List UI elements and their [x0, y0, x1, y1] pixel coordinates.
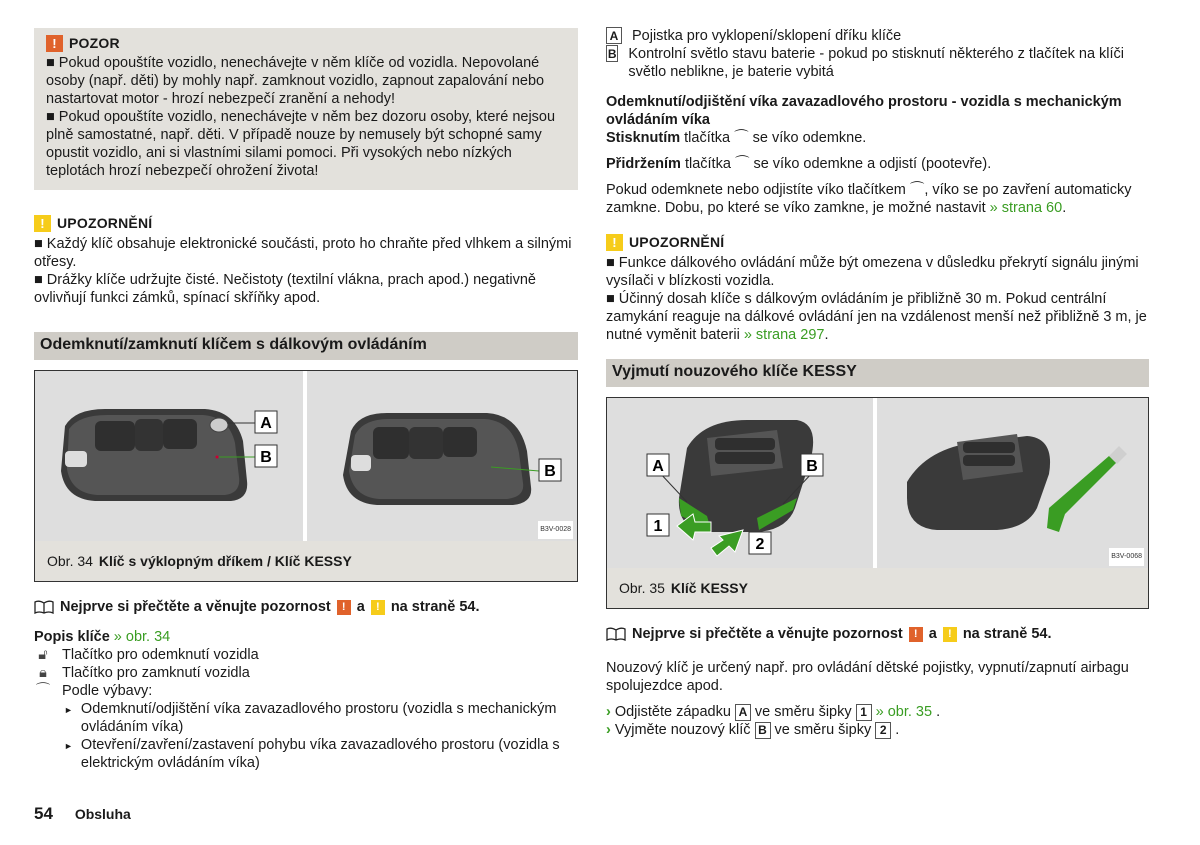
section-heading-emergency: Vyjmutí nouzového klíče KESSY	[606, 359, 1149, 387]
emergency-intro: Nouzový klíč je určený např. pro ovládání dětské pojistky, vypnutí/zapnutí airbagu spolujezdce apod.	[606, 660, 1129, 694]
legend-item-a	[606, 27, 1149, 45]
caution-paragraph-1: ■ Každý klíč obsahuje elektronické součásti, proto ho chraňte před vlhkem a silnými otřesy.	[34, 236, 572, 270]
trunk-hold-end: se víko odemkne a odjistí (pootevře).	[753, 156, 992, 172]
list-item	[34, 682, 578, 700]
page-297-link[interactable]: » strana 297	[743, 327, 825, 343]
caution-note	[34, 214, 578, 307]
fig34-label-a: A	[260, 415, 272, 432]
list-item	[34, 646, 578, 664]
car-trunk-icon: ⌒	[734, 130, 749, 146]
step2-mid: ve směru šipky	[774, 722, 872, 738]
book-icon	[34, 600, 54, 614]
car-trunk-icon: ⌒	[734, 156, 750, 172]
read-first-notice-2	[606, 625, 1149, 643]
trunk-auto-pre: Pokud odemknete nebo odjistíte víko tlačítkem	[606, 182, 906, 198]
warning-title	[46, 34, 566, 52]
figure-35-link[interactable]: » obr. 35	[875, 704, 933, 720]
list-item-text: Tlačítko pro odemknutí vozidla	[62, 647, 259, 663]
danger-icon: !	[337, 600, 351, 615]
warning-paragraph-2: ■ Pokud opouštíte vozidlo, nenechávejte v něm bez dozoru osoby, které nejsou plně samostatné, např. děti. V případě nouze by nemusely být schopné samy opustit vozidlo, ani si vlastními silami pomoci. Při vysokých nebo nízkých teplotách hrozí nebezpečí ohrožení života!	[46, 109, 556, 179]
step2-end: .	[895, 722, 900, 738]
figure-35	[606, 397, 1149, 609]
danger-icon: !	[909, 627, 923, 642]
step-1	[606, 703, 1149, 721]
read-first-notice-1	[34, 598, 578, 616]
figure-34-link[interactable]: » obr. 34	[113, 629, 171, 645]
car-trunk-icon: ⌒	[909, 182, 925, 198]
right-column	[606, 0, 1149, 739]
page-60-link[interactable]: » strana 60	[989, 200, 1063, 216]
fig35-label-b: B	[806, 458, 818, 475]
legend-item-b	[606, 45, 1149, 81]
lock-icon: 🔒︎	[39, 665, 47, 681]
caution-title	[34, 214, 578, 232]
caution2-text: ■ Účinný dosah klíče s dálkovým ovládáním je přibližně 30 m. Pokud centrální zamykání reaguje na dálkové ovládání jen na vzdálenost menší než přibližně 3 m, je nutné vyměnit baterii	[606, 291, 1147, 343]
sub-list-item	[34, 736, 578, 772]
trunk-auto-post: , víko se po zavření automaticky zamkne. Dobu, po které se víko zamkne, je možné nastavit	[606, 182, 1132, 216]
legend-label-b: B	[607, 46, 617, 61]
figure-34-title: Klíč s výklopným dříkem / Klíč KESSY	[98, 553, 352, 569]
step2-arrow-number: 2	[875, 722, 891, 739]
car-trunk-icon: ⌒	[35, 683, 51, 699]
kessy-release-illustration	[607, 398, 873, 568]
read-first-text: Nejprve si přečtěte a věnujte pozornost	[632, 626, 903, 642]
legend	[606, 27, 1149, 81]
chevron-right-icon: ›	[606, 722, 611, 738]
kessy-key-removed-image	[877, 398, 1148, 568]
fig35-label-a: A	[652, 458, 664, 475]
step1-text: Odjistěte západku	[614, 704, 731, 720]
legend-text-b: Kontrolní světlo stavu baterie - pokud po stisknutí některého z tlačítek na klíči světlo neblikne, je baterie vybitá	[628, 46, 1125, 80]
step-2	[606, 721, 1149, 739]
fig35-label-1: 1	[653, 518, 663, 535]
chevron-right-icon: ›	[606, 704, 611, 720]
trunk-auto-end: .	[1062, 200, 1067, 216]
list-item-text: Podle výbavy:	[62, 683, 153, 699]
step1-mid: ve směru šipky	[754, 704, 852, 720]
trunk-press	[606, 129, 1149, 147]
unlock-icon: 🔓︎	[38, 647, 48, 663]
caution2-paragraph-2	[606, 290, 1149, 344]
danger-icon: !	[46, 35, 63, 52]
read-first-page: na straně 54.	[390, 599, 480, 615]
kessy-removed-illustration	[877, 398, 1148, 568]
triangle-bullet-icon: ►	[64, 705, 73, 715]
figure-34-number: Obr. 34	[47, 553, 93, 569]
footer-section: Obsluha	[74, 806, 131, 822]
fig34-label-b: B	[260, 449, 272, 466]
warning-box	[34, 28, 578, 190]
page-number: 54	[34, 804, 53, 823]
step1-label-a: A	[735, 704, 751, 721]
legend-text-a: Pojistka pro vyklopení/sklopení dříku klíče	[632, 28, 902, 44]
flip-key-illustration	[35, 371, 303, 541]
section-heading-remote: Odemknutí/zamknutí klíčem s dálkovým ovládáním	[34, 332, 578, 360]
list-item-text: Tlačítko pro zamknutí vozidla	[62, 665, 250, 681]
list-item	[34, 664, 578, 682]
caution-icon: !	[606, 234, 623, 251]
trunk-press-text: tlačítka	[684, 130, 731, 146]
key-description-title: Popis klíče	[34, 629, 110, 645]
page-footer	[34, 805, 131, 823]
caution-icon: !	[371, 600, 385, 615]
left-column	[34, 0, 578, 772]
trunk-hold	[606, 155, 1149, 173]
figure-35-number: Obr. 35	[619, 580, 665, 596]
trunk-hold-text: tlačítka	[684, 156, 731, 172]
caution-paragraph-2: ■ Drážky klíče udržujte čisté. Nečistoty (textilní vlákna, prach apod.) negativně ovlivňují funkci zámků, spínací skříňky apod.	[34, 272, 536, 306]
sub-list-item-text: Otevření/zavření/zastavení pohybu víka zavazadlového prostoru (vozidla s elektrickým ovládáním víka)	[80, 737, 560, 771]
warning-paragraph-1: ■ Pokud opouštíte vozidlo, nenechávejte v něm klíče od vozidla. Nepovolané osoby (např. děti) by mohly např. zamknout vozidlo, zapnout zapalování nebo nastartovat motor - hrozí nebezpečí zranění a nehody!	[46, 55, 545, 107]
legend-label-a: A	[606, 27, 622, 44]
figure-34-images	[35, 371, 577, 541]
figure-35-title: Klíč KESSY	[670, 580, 748, 596]
caution-icon: !	[943, 627, 957, 642]
trunk-press-end: se víko odemkne.	[752, 130, 867, 146]
caution-icon: !	[34, 215, 51, 232]
book-icon	[606, 627, 626, 641]
read-first-page: na straně 54.	[962, 626, 1052, 642]
fig35-label-2: 2	[755, 536, 765, 553]
caution-note-2	[606, 233, 1149, 344]
trunk-auto	[606, 181, 1149, 217]
caution2-end: .	[824, 327, 829, 343]
step2-label-b: B	[755, 722, 771, 739]
figure-35-images	[607, 398, 1148, 568]
read-first-and: a	[928, 626, 937, 642]
figure-34	[34, 370, 578, 582]
caution-title-text: UPOZORNĚNÍ	[57, 215, 153, 231]
step2-text: Vyjměte nouzový klíč	[614, 722, 751, 738]
key-description-heading	[34, 628, 578, 646]
key-description	[34, 628, 578, 772]
figure-34-caption	[35, 541, 577, 581]
step1-arrow-number: 1	[856, 704, 872, 721]
caution2-paragraph-1: ■ Funkce dálkového ovládání může být omezena v důsledku překrytí signálu jinými vysílači v blízkosti vozidla.	[606, 255, 1139, 289]
step1-end: .	[936, 704, 941, 720]
figure-35-caption	[607, 568, 1148, 608]
read-first-text: Nejprve si přečtěte a věnujte pozornost	[60, 599, 331, 615]
kessy-key-release-image	[607, 398, 873, 568]
trunk-section	[606, 93, 1149, 217]
trunk-heading: Odemknutí/odjištění víka zavazadlového prostoru - vozidla s mechanickým ovládáním víka	[606, 94, 1122, 128]
sub-list-item-text: Odemknutí/odjištění víka zavazadlového prostoru (vozidla s mechanickým ovládáním víka)	[80, 701, 557, 735]
flip-key-image	[35, 371, 303, 541]
kessy-key-image	[307, 371, 577, 541]
fig34-label-b2: B	[544, 463, 556, 480]
figure-35-code: B3V-0068	[1109, 548, 1144, 566]
trunk-press-bold: Stisknutím	[606, 130, 681, 146]
warning-title-text: POZOR	[69, 35, 120, 51]
sub-list-item	[34, 700, 578, 736]
caution-title-2	[606, 233, 1149, 251]
caution-title-text: UPOZORNĚNÍ	[629, 234, 725, 250]
trunk-hold-bold: Přidržením	[606, 156, 681, 172]
kessy-key-illustration	[307, 371, 577, 541]
triangle-bullet-icon: ►	[64, 741, 73, 751]
figure-34-code: B3V-0028	[538, 521, 573, 539]
read-first-and: a	[356, 599, 365, 615]
